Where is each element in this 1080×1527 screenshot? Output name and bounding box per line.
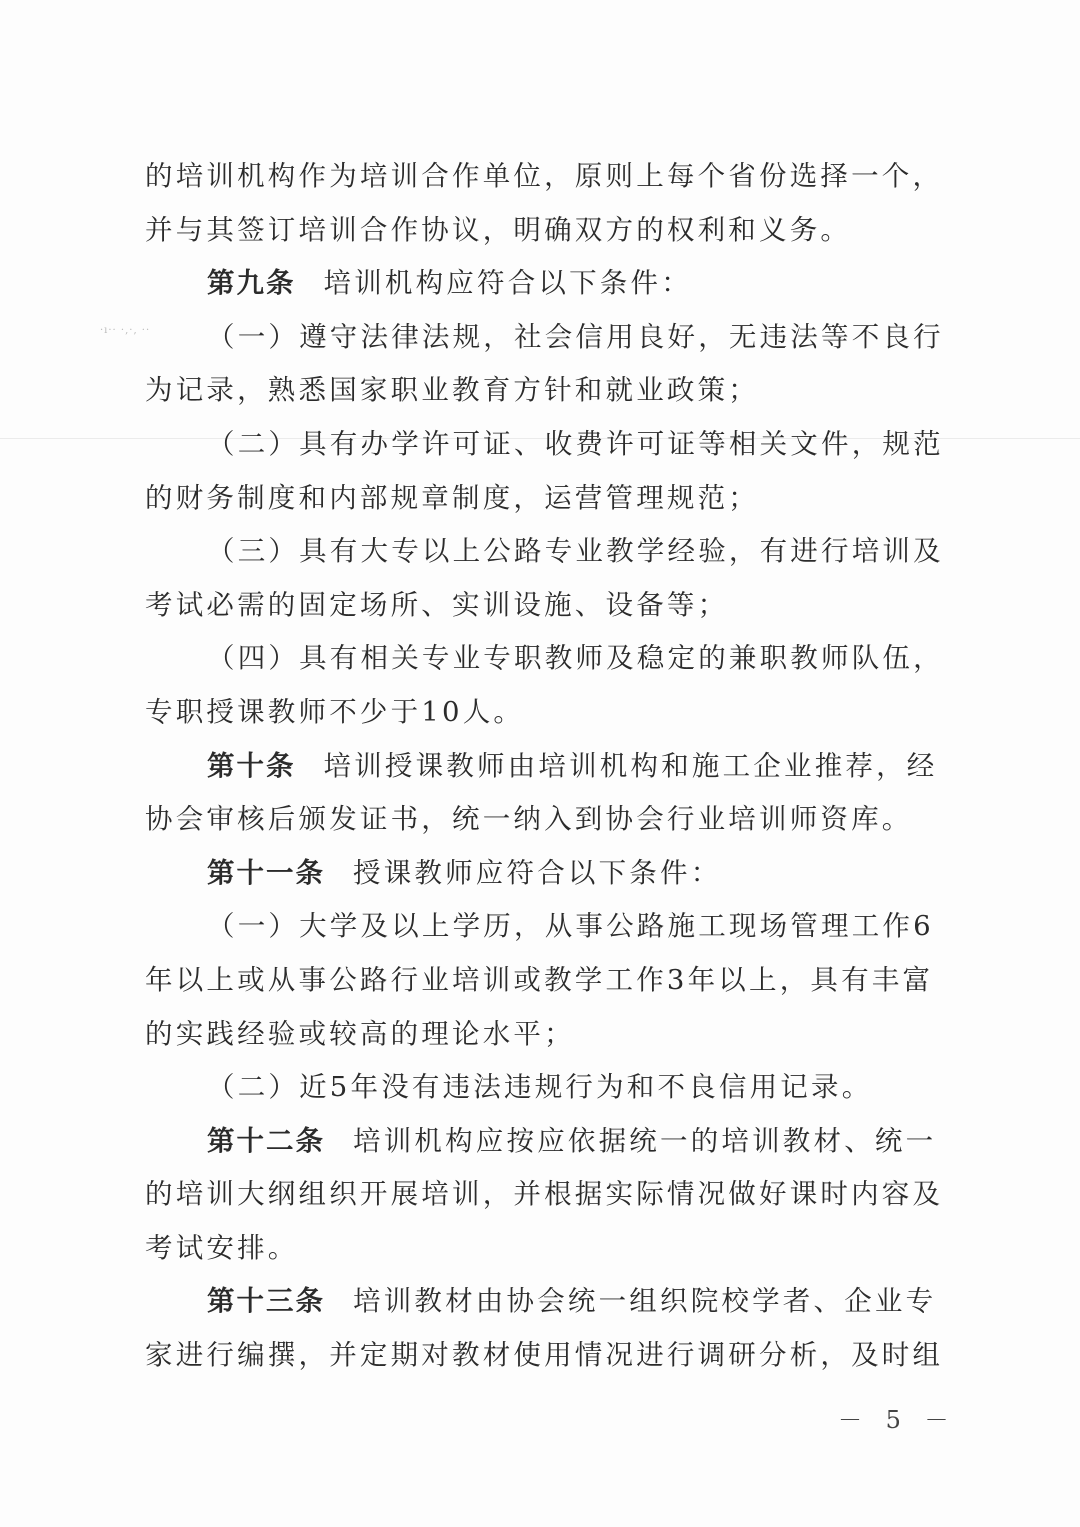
article-text: 培训教材由协会统一组织院校学者、企业专 [353, 1285, 937, 1318]
article-text: 授课教师应符合以下条件： [353, 856, 722, 889]
article-text: 培训机构应按应依据统一的培训教材、统一 [353, 1124, 937, 1157]
article-11 [145, 847, 905, 901]
text-line: 并与其签订培训合作协议，明确双方的权利和义务。 [145, 213, 852, 246]
scan-smudge: ·ı·· ·,·, ·· [100, 325, 151, 336]
text-line: 为记录，熟悉国家职业教育方针和就业政策； [145, 374, 759, 407]
text-line: 的培训大纲组织开展培训，并根据实际情况做好课时内容及 [145, 1178, 944, 1211]
text-line: 协会审核后颁发证书，统一纳入到协会行业培训师资库。 [145, 803, 913, 836]
text-line: 的实践经验或较高的理论水平； [145, 1017, 575, 1050]
article-heading: 第十一条 [207, 856, 325, 889]
article-12 [145, 1115, 937, 1169]
text-line: 考试安排。 [145, 1231, 299, 1264]
article-text: 培训授课教师由培训机构和施工企业推荐，经 [323, 749, 938, 782]
article-text: 培训机构应符合以下条件： [323, 267, 692, 300]
text-line: （三）具有大专以上公路专业教学经验，有进行培训及 [207, 535, 944, 568]
article-heading: 第十二条 [207, 1124, 325, 1157]
page-number: － 5 － [838, 1406, 957, 1434]
text-line: （一）遵守法律法规，社会信用良好，无违法等不良行 [207, 320, 944, 353]
text-line: （二）近5年没有违法违规行为和不良信用记录。 [207, 1071, 873, 1104]
article-9 [145, 257, 905, 311]
text-line: （一）大学及以上学历，从事公路施工现场管理工作6 [207, 910, 934, 943]
text-line: （四）具有相关专业专职教师及稳定的兼职教师队伍， [207, 642, 944, 675]
text-line: 的培训机构作为培训合作单位，原则上每个省份选择一个， [145, 160, 944, 192]
text-line: 的财务制度和内部规章制度，运营管理规范； [145, 481, 759, 514]
article-10 [145, 740, 938, 794]
article-heading: 第十条 [207, 749, 296, 782]
article-13 [145, 1275, 937, 1329]
text-line: 家进行编撰，并定期对教材使用情况进行调研分析，及时组 [145, 1339, 944, 1372]
document-body [145, 150, 944, 1383]
text-line: （二）具有办学许可证、收费许可证等相关文件，规范 [207, 427, 944, 460]
article-heading: 第九条 [207, 267, 296, 300]
text-line: 考试必需的固定场所、实训设施、设备等； [145, 588, 729, 621]
article-heading: 第十三条 [207, 1285, 325, 1318]
text-line: 年以上或从事公路行业培训或教学工作3年以上，具有丰富 [145, 963, 934, 996]
text-line: 专职授课教师不少于10人。 [145, 695, 525, 728]
